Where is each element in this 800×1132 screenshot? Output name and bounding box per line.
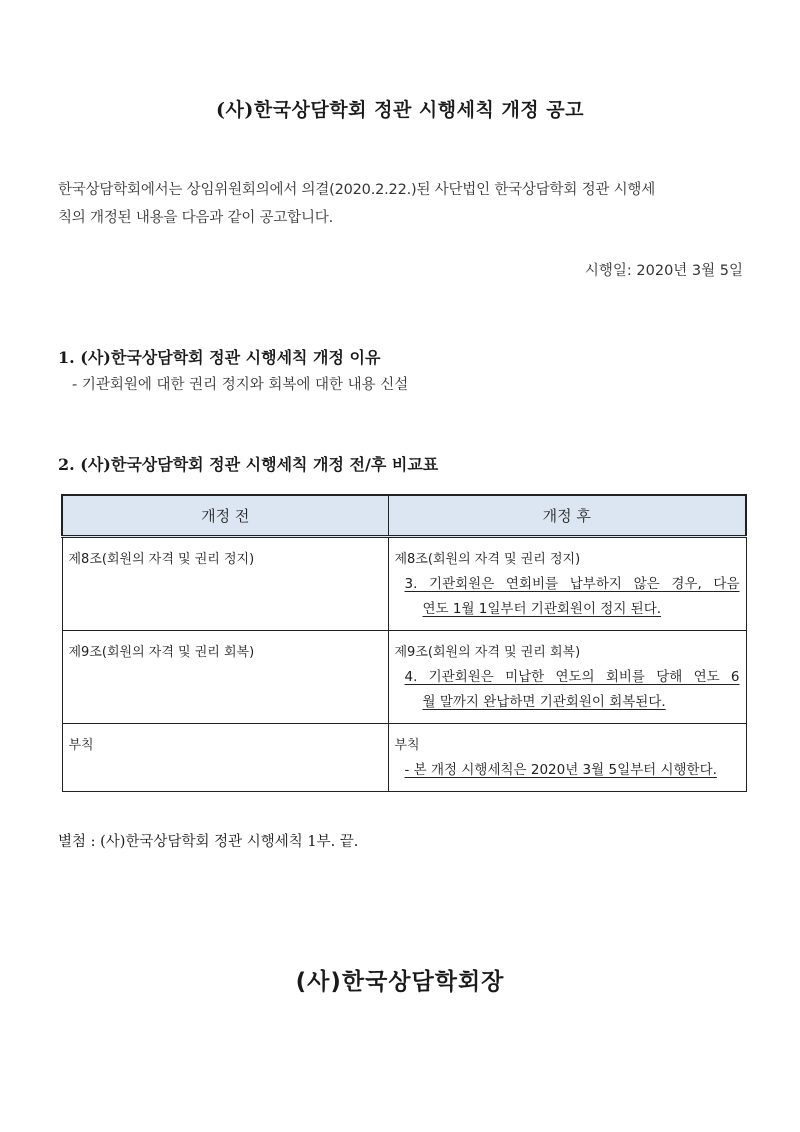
article-title: 제8조(회원의 자격 및 권리 정지) bbox=[68, 552, 255, 567]
intro-line-2: 칙의 개정된 내용을 다음과 같이 공고합니다. bbox=[58, 210, 333, 226]
article-title: 제8조(회원의 자격 및 권리 정지) bbox=[394, 552, 581, 567]
amendment-line-1: 3. 기관회원은 연회비를 납부하지 않은 경우, 다음 bbox=[404, 576, 740, 592]
header-after: 개정 후 bbox=[388, 495, 746, 537]
header-before: 개정 전 bbox=[62, 495, 388, 537]
article-title: 제9조(회원의 자격 및 권리 회복) bbox=[68, 645, 255, 660]
document-title: (사)한국상담학회 정관 시행세칙 개정 공고 bbox=[216, 99, 584, 121]
effective-date: 시행일: 2020년 3월 5일 bbox=[584, 263, 743, 279]
intro-paragraph bbox=[58, 176, 748, 232]
article-title: 부칙 bbox=[394, 738, 420, 753]
cell-after bbox=[388, 631, 746, 724]
table-row bbox=[62, 724, 746, 792]
amendment-line-2: 연도 1월 1일부터 기관회원이 정지 된다. bbox=[422, 601, 662, 617]
table-row bbox=[62, 631, 746, 724]
article-title: 부칙 bbox=[68, 738, 94, 753]
amendment-clause bbox=[405, 758, 740, 783]
amendment-line-1: 4. 기관회원은 미납한 연도의 회비를 당해 연도 6 bbox=[404, 669, 740, 685]
article-title: 제9조(회원의 자격 및 권리 회복) bbox=[394, 645, 581, 660]
amendment-clause bbox=[405, 572, 740, 622]
cell-before bbox=[62, 537, 388, 631]
table-row bbox=[62, 537, 746, 631]
section-2-heading: 2. (사)한국상담학회 정관 시행세칙 개정 전/후 비교표 bbox=[58, 455, 439, 474]
cell-before bbox=[62, 631, 388, 724]
section-1-bullet: - 기관회원에 대한 권리 정지와 회복에 대한 내용 신설 bbox=[72, 377, 409, 393]
section-1-heading: 1. (사)한국상담학회 정관 시행세칙 개정 이유 bbox=[58, 348, 381, 367]
table-header-row bbox=[62, 495, 746, 537]
attachment-note: 별첨 : (사)한국상담학회 정관 시행세칙 1부. 끝. bbox=[58, 834, 359, 850]
comparison-table bbox=[61, 494, 747, 792]
amendment-line-2: 월 말까지 완납하면 기관회원이 회복된다. bbox=[422, 694, 666, 710]
amendment-clause bbox=[405, 665, 740, 715]
amendment-line-1: - 본 개정 시행세칙은 2020년 3월 5일부터 시행한다. bbox=[404, 762, 717, 778]
intro-line-1: 한국상담학회에서는 상임위원회의에서 의결(2020.2.22.)된 사단법인 한국상담학회 정관 시행세 bbox=[58, 182, 656, 198]
cell-after bbox=[388, 537, 746, 631]
cell-after bbox=[388, 724, 746, 792]
signature: (사)한국상담학회장 bbox=[295, 969, 505, 995]
cell-before bbox=[62, 724, 388, 792]
